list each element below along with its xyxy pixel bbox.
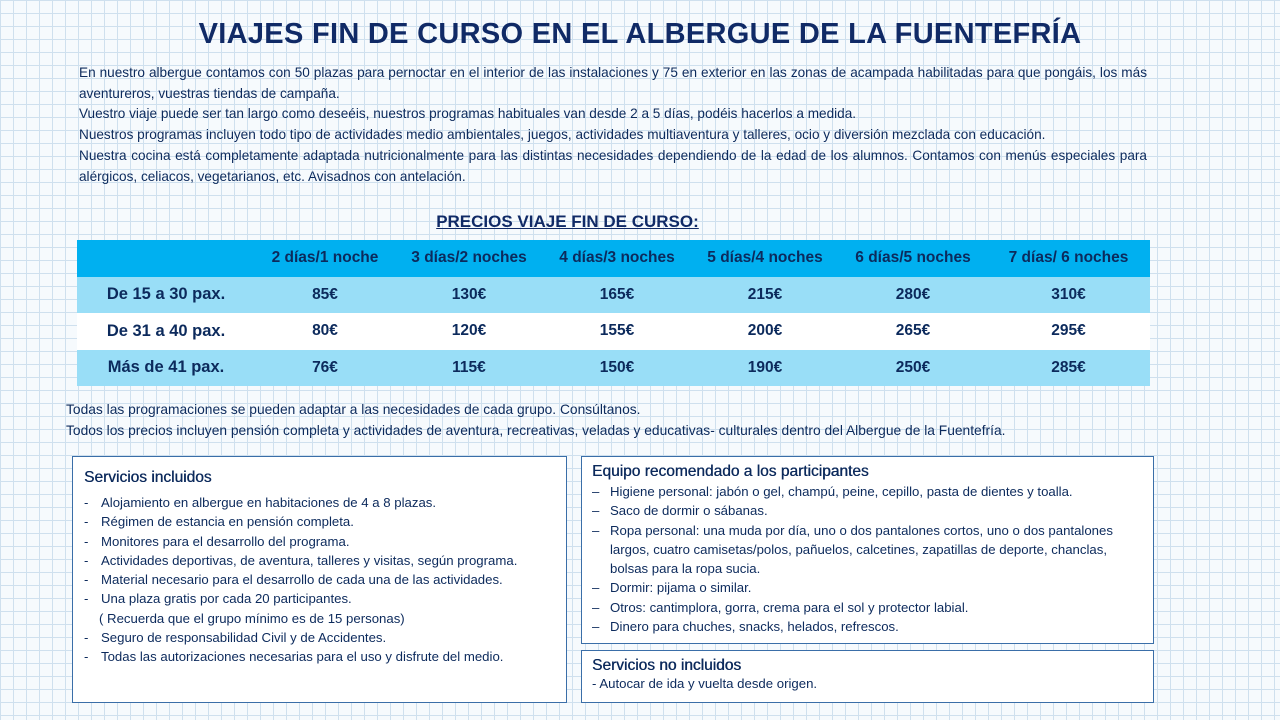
list-item-text: Monitores para el desarrollo del programa.: [101, 533, 350, 549]
equipment-box: [581, 456, 1154, 644]
table-row: [77, 350, 1150, 387]
list-dash: –: [592, 503, 600, 519]
intro-paragraph: Nuestros programas incluyen todo tipo de actividades medio ambientales, juegos, actividades multiaventura y talleres, ocio y diversión mezclada con educación.: [79, 127, 1046, 143]
equipment-title: Equipo recomendado a los participantes: [592, 463, 869, 480]
services-included-list: [84, 493, 556, 667]
note-line: Todas las programaciones se pueden adaptar a las necesidades de cada grupo. Consúltanos.: [66, 402, 641, 417]
list-item-text: ( Recuerda que el grupo mínimo es de 15 personas): [99, 610, 405, 626]
intro-text: [79, 63, 1147, 187]
header-cell: 5 días/4 noches: [707, 249, 823, 267]
services-included-box: [72, 456, 567, 703]
list-dash: –: [592, 599, 600, 615]
price-cell: 200€: [747, 322, 783, 340]
list-item: [592, 521, 1143, 579]
list-dash: -: [84, 533, 89, 549]
price-cell: 190€: [747, 358, 783, 376]
price-cell: 155€: [599, 322, 635, 340]
prices-table: [77, 240, 1150, 386]
list-item-text: Saco de dormir o sábanas.: [610, 503, 768, 519]
price-cell: 165€: [599, 285, 635, 303]
intro-paragraph: En nuestro albergue contamos con 50 plazas para pernoctar en el interior de las instalaciones y 75 en exterior en las zonas de acampada habilitadas para que pongáis, los más aventureros, vuestras tiendas de campaña.: [79, 65, 1147, 101]
list-item: [592, 501, 1143, 520]
price-cell: 285€: [1051, 358, 1086, 376]
list-item-text: Dinero para chuches, snacks, helados, refrescos.: [610, 619, 899, 635]
list-dash: -: [84, 495, 89, 510]
list-dash: –: [592, 619, 600, 635]
services-not-included-title: Servicios no incluidos: [592, 657, 742, 674]
price-cell: 280€: [895, 285, 931, 303]
list-item: [84, 493, 556, 512]
price-cell: 265€: [895, 322, 931, 340]
row-label: De 31 a 40 pax.: [106, 321, 226, 340]
list-item-text: Alojamiento en albergue en habitaciones de 4 a 8 plazas.: [101, 495, 437, 510]
list-item: [84, 589, 556, 608]
services-included-title: Servicios incluidos: [84, 469, 212, 486]
header-cell: 7 días/ 6 noches: [1008, 249, 1129, 267]
list-item: [592, 598, 1143, 617]
list-dash: –: [592, 484, 600, 499]
intro-paragraph: Vuestro viaje puede ser tan largo como deseéis, nuestros programas habituales van desde 2 a 5 días, podéis hacerlos a medida.: [79, 106, 857, 122]
price-cell: 215€: [747, 285, 783, 303]
list-item: [84, 570, 556, 589]
table-row: [77, 277, 1150, 314]
price-cell: 310€: [1051, 285, 1086, 303]
list-item: [592, 482, 1143, 501]
prices-title: PRECIOS VIAJE FIN DE CURSO:: [436, 212, 699, 231]
page-title: VIAJES FIN DE CURSO EN EL ALBERGUE DE LA FUENTEFRÍA: [198, 18, 1082, 50]
list-item-text: Dormir: pijama o similar.: [610, 580, 752, 596]
price-cell: 150€: [599, 358, 635, 376]
row-label: De 15 a 30 pax.: [106, 285, 226, 304]
list-item: [84, 551, 556, 570]
price-cell: 76€: [312, 358, 338, 376]
price-cell: 120€: [451, 322, 487, 340]
list-dash: –: [592, 580, 600, 596]
equipment-list: [592, 482, 1143, 636]
list-item: [84, 512, 556, 531]
list-item-text: Seguro de responsabilidad Civil y de Accidentes.: [101, 630, 387, 646]
list-dash: -: [84, 514, 89, 530]
prices-header-row: [77, 240, 1150, 277]
list-item: [84, 647, 556, 666]
price-cell: 250€: [895, 358, 931, 376]
list-item: [84, 532, 556, 551]
price-cell: 130€: [451, 285, 487, 303]
list-item: [84, 628, 556, 647]
price-cell: 115€: [452, 358, 486, 376]
list-item-text: Todas las autorizaciones necesarias para el uso y disfrute del medio.: [101, 649, 504, 665]
intro-paragraph: Nuestra cocina está completamente adaptada nutricionalmente para las distintas necesidades dependiendo de la edad de los alumnos. Contamos con menús especiales para alérgicos, celiacos, vegetarianos, etc. Avisadnos con antelación.: [79, 147, 1147, 184]
list-item-text: Actividades deportivas, de aventura, talleres y visitas, según programa.: [101, 552, 518, 568]
price-cell: 80€: [312, 322, 338, 340]
list-item-text: Otros: cantimplora, gorra, crema para el sol y protector labial.: [610, 599, 969, 615]
price-cell: 295€: [1051, 322, 1086, 340]
services-not-included-text: - Autocar de ida y vuelta desde origen.: [592, 676, 818, 691]
list-dash: -: [84, 552, 89, 568]
notes: [66, 400, 1206, 441]
list-dash: -: [84, 591, 89, 607]
list-item-text: Régimen de estancia en pensión completa.: [101, 514, 354, 530]
services-not-included-box: [581, 650, 1154, 703]
header-cell: 2 días/1 noche: [271, 249, 379, 267]
table-row: [77, 313, 1150, 350]
list-dash: -: [84, 649, 89, 665]
list-item-text: Ropa personal: una muda por día, uno o dos pantalones cortos, uno o dos pantalones largos, cuatro camisetas/polos, pañuelos, calcetines, zapatillas de deporte, chanclas, bolsas para la ropa sucia.: [610, 522, 1113, 577]
price-cell: 85€: [312, 285, 338, 303]
list-item: [592, 617, 1143, 636]
list-dash: -: [84, 630, 89, 646]
list-item: [84, 609, 556, 628]
list-item-text: Material necesario para el desarrollo de cada una de las actividades.: [101, 572, 503, 588]
header-cell: 6 días/5 noches: [855, 249, 971, 267]
header-cell: [77, 240, 255, 277]
list-dash: –: [592, 522, 600, 538]
list-item-text: Una plaza gratis por cada 20 participantes.: [101, 591, 352, 607]
list-dash: -: [84, 572, 89, 588]
list-item: [592, 578, 1143, 597]
header-cell: 4 días/3 noches: [559, 249, 675, 267]
list-item-text: Higiene personal: jabón o gel, champú, peine, cepillo, pasta de dientes y toalla.: [610, 484, 1073, 499]
note-line: Todos los precios incluyen pensión completa y actividades de aventura, recreativas, veladas y educativas- culturales dentro del Albergue de la Fuentefría.: [66, 422, 1006, 438]
header-cell: 3 días/2 noches: [411, 249, 527, 267]
row-label: Más de 41 pax.: [107, 358, 225, 377]
